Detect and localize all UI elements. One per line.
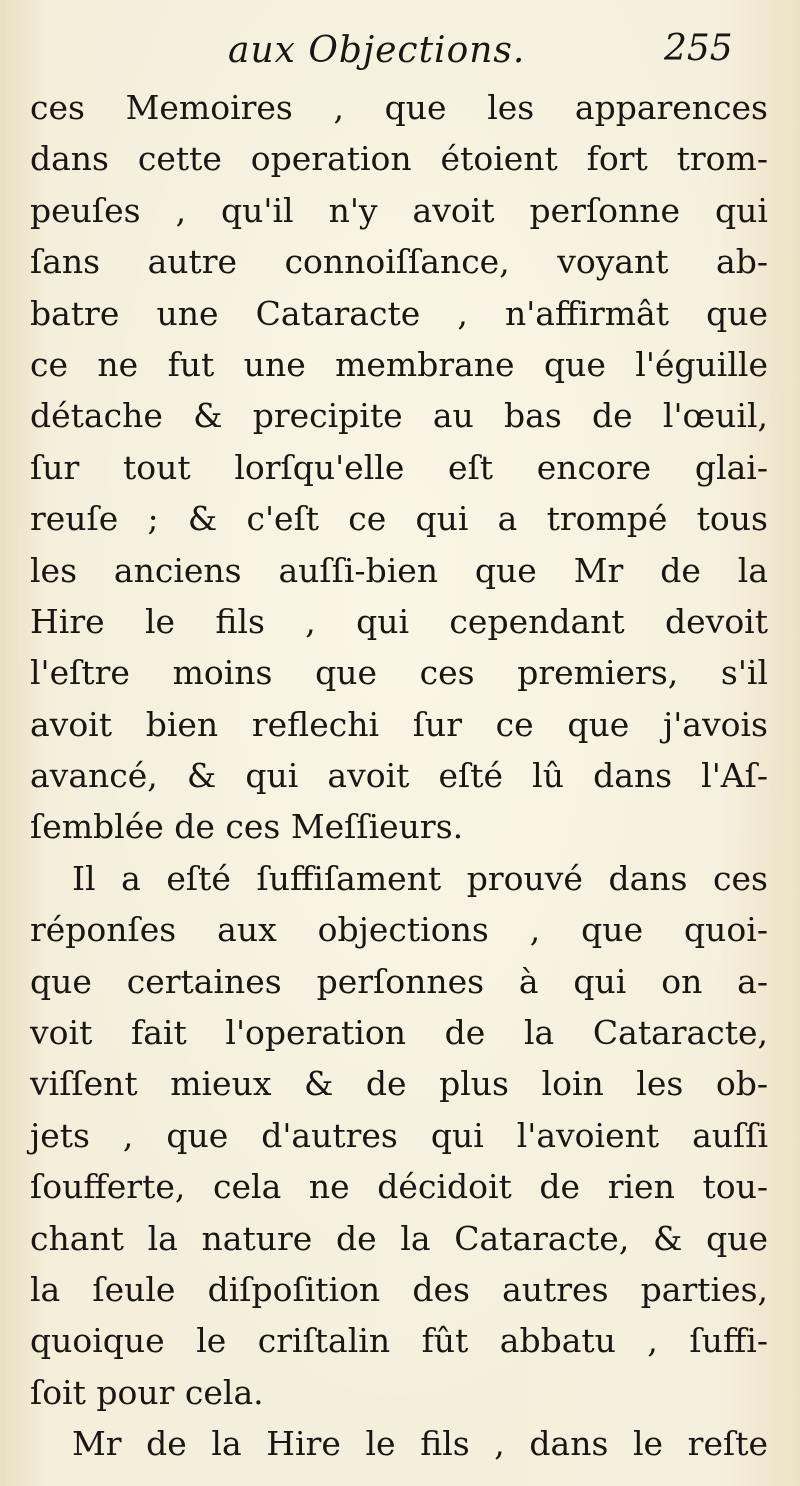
text-line: viſſent mieux & de plus loin les ob- <box>30 1064 768 1104</box>
text-line: avancé, & qui avoit eſté lû dans l'Aſ- <box>30 756 768 796</box>
text-line: Hire le fils , qui cependant devoit <box>30 601 768 641</box>
text-line: ſans autre connoiſſance, voyant ab- <box>30 242 768 282</box>
paragraph-start-line: Mr de la Hire le fils , dans le reſte <box>72 1424 768 1464</box>
text-line: ſoit pour cela. <box>30 1372 264 1412</box>
text-line: ce ne fut une membrane que l'éguille <box>30 344 768 384</box>
text-line: ſur tout lorſqu'elle eſt encore glai- <box>30 447 768 487</box>
page-number: 255 <box>664 28 733 69</box>
text-line: l'eſtre moins que ces premiers, s'il <box>30 653 768 693</box>
text-line: batre une Cataracte , n'affirmât que <box>30 293 768 333</box>
text-line: reuſe ; & c'eſt ce qui a trompé tous <box>30 499 768 539</box>
text-line: que certaines perſonnes à qui on a- <box>30 961 768 1001</box>
text-line: ſemblée de ces Meſſieurs. <box>30 807 464 847</box>
text-line: chant la nature de la Cataracte, & que <box>30 1218 768 1258</box>
text-line: les anciens auſſi-bien que Mr de la <box>30 550 768 590</box>
text-line: ces Memoires , que les apparences <box>30 88 768 127</box>
text-line: la ſeule diſpoſition des autres parties, <box>30 1269 768 1309</box>
text-line: avoit bien reflechi ſur ce que j'avois <box>30 704 768 744</box>
text-line: jets , que d'autres qui l'avoient auſſi <box>30 1115 768 1155</box>
text-line: peuſes , qu'il n'y avoit perſonne qui <box>30 190 768 230</box>
text-line: dans cette operation étoient fort trom- <box>30 139 768 179</box>
body-text <box>30 82 768 1470</box>
running-title: aux Objections. <box>228 30 526 71</box>
text-line: quoique le criſtalin fût abbatu , ſuffi- <box>30 1321 768 1361</box>
paragraph-start-line: Il a eſté ſuffiſament prouvé dans ces <box>72 858 768 898</box>
text-line: réponſes aux objections , que quoi- <box>30 910 768 950</box>
text-line: ſoufferte, cela ne décidoit de rien tou- <box>30 1167 768 1207</box>
text-line: voit fait l'operation de la Cataracte, <box>30 1013 768 1053</box>
text-line: détache & precipite au bas de l'œuil, <box>30 396 768 436</box>
